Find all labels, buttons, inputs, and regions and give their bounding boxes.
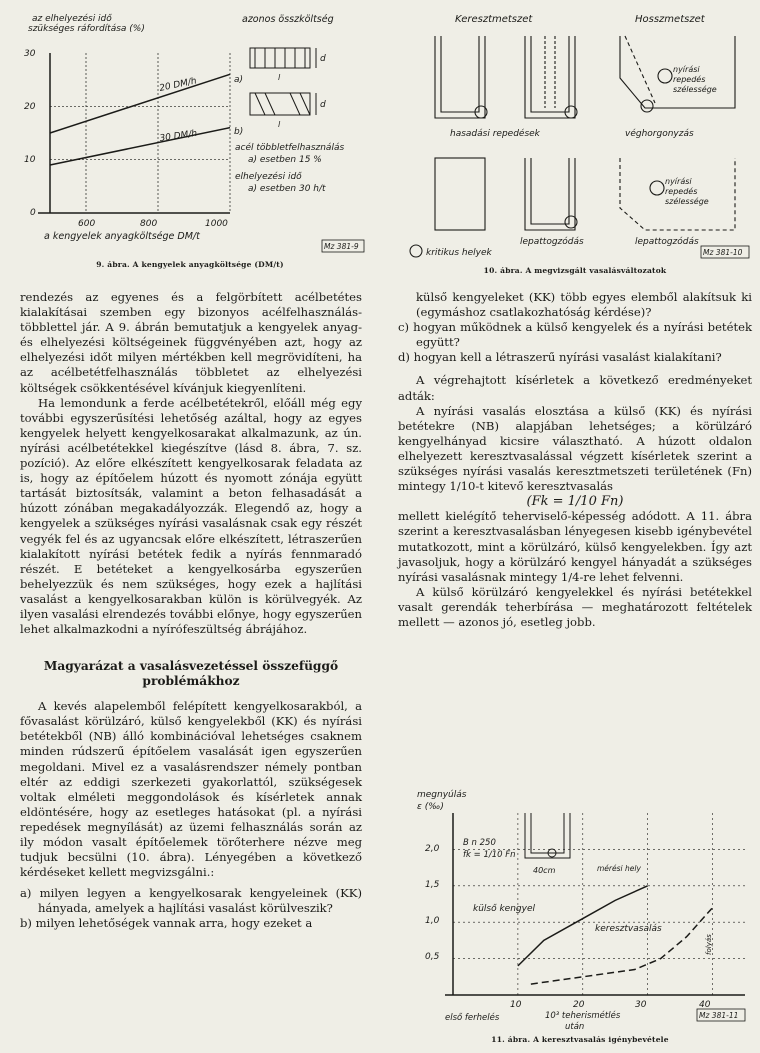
fig10-caption: 10. ábra. A megvizsgált vasalásváltozatok — [483, 266, 667, 275]
fig9-right-title: azonos összköltség — [242, 14, 334, 25]
fig11-kulso-kengyel: külső kengyel — [473, 904, 536, 914]
fig11-ref: Mz 381-11 — [699, 1011, 739, 1020]
fig10-nyirasi1-l2: repedés — [673, 75, 706, 84]
fig9-dim-l-b: l — [278, 120, 281, 129]
fig11-legend-l2: fk = 1/10 Fn — [463, 850, 516, 860]
fig10-nyirasi2-l1: nyírási — [665, 177, 692, 186]
fig11-ylabel-line2: ε (‰) — [417, 802, 444, 812]
right-column — [398, 290, 752, 630]
fig11-dim-40: 40cm — [533, 866, 556, 875]
left-paragraph-3: A kevés alapelemből felépített kengyelkosarakból, a fővasalást körülzáró, külső kengyelekből (KK) és nyírási betétekből (NB) álló kombinációval lehetséges csaknem minden rúdszerű építőelem vasalását igen egyszerűen megoldani. Mivel ez a vasalásrendszer némely pontban eltér az eddigi szerkezeti gyakorlattól, szükségesek voltak elméleti meggondolások és kísérletek annak eldöntésére, hogy az esetleges hatásokat (pl. a nyírási repedések megnyílását) az üzemi felhasználás során az ily módon vasalt építőelemek törőterhere nézve meg tudjuk becsülni (10. ábra). Lényegében a következő kérdéseket kellett megvizsgálni.: — [20, 699, 362, 880]
fig9-ytick-20: 20 — [24, 102, 36, 112]
fig9-ref: Mz 381-9 — [324, 242, 359, 251]
figure-10-svg — [395, 8, 755, 280]
fig10-label-vegehorgonyzas: véghorgonyzás — [625, 129, 694, 139]
fig11-caption: 11. ábra. A keresztvasalás igénybevétele — [491, 1035, 669, 1044]
fig9-mark-b: b) — [234, 127, 244, 137]
list-item-c: c) hogyan működnek a külső kengyelek és a nyírási betétek együtt? — [398, 320, 752, 350]
fig9-dim-d-b: d — [320, 100, 326, 110]
fig11-ytick-1.5: 1,5 — [425, 880, 440, 890]
fig10-nyirasi2-l3: szélessége — [665, 197, 709, 206]
fig11-series — [518, 886, 713, 984]
section-heading-line1: Magyarázat a vasalásvezetéssel összefüggő — [43, 659, 339, 674]
figure-10 — [395, 8, 755, 280]
fig10-nyirasi1-l3: szélessége — [673, 85, 717, 94]
fig10-label-hasadasi: hasadási repedések — [450, 129, 540, 139]
fig11-xtick-20: 20 — [573, 1000, 585, 1010]
fig9-ytick-0: 0 — [30, 208, 36, 218]
list-item-b: b) milyen lehetőségek vannak arra, hogy ezeket a — [20, 916, 313, 931]
fig10-nyirasi2-l2: repedés — [665, 187, 698, 196]
fig10-long-section-top — [620, 36, 735, 112]
fig9-xtick-1000: 1000 — [205, 219, 228, 229]
fig9-note2-line2: a) esetben 30 h/t — [248, 184, 326, 194]
fig10-cross-sections-bottom — [435, 158, 577, 230]
section-heading-line2: problémákhoz — [142, 674, 240, 689]
list-item-d: d) hogyan kell a létraszerű nyírási vasalást kialakítani? — [398, 350, 722, 365]
fig11-xtick-30: 30 — [635, 1000, 647, 1010]
fig10-label-kritikus: kritikus helyek — [426, 248, 492, 258]
fig10-title-left: Keresztmetszet — [455, 14, 533, 25]
fig10-label-lepattogzas2: lepattogzódás — [635, 237, 699, 247]
fig10-nyirasi1-l1: nyírási — [673, 65, 700, 74]
fig10-label-lepattogzas1: lepattogzódás — [520, 237, 584, 247]
fig9-ylabel-line1: az elhelyezési idő — [32, 14, 112, 24]
left-column — [20, 290, 362, 932]
fig9-line-a-label: 20 DM/h — [158, 76, 198, 94]
figure-11 — [405, 783, 755, 1051]
figure-11-svg — [405, 783, 755, 1033]
right-paragraph-3: A nyírási vasalás elosztása a külső (KK) és nyírási betétekre (NB) alapjában lehetséges; a körülzáró kengyelhányad kicsire választható. A húzott oldalon elhelyezett keresztvasalással végzett kísérletek szerint a szükséges nyírási vasalás keresztmetszeti területének (Fn) mintegy 1/10-t kitevő keresztvasalás — [398, 403, 752, 494]
fig11-keresztvasalas: keresztvasalás — [595, 924, 662, 934]
left-paragraph-1: rendezés az egyenes és a felgörbített acélbetétes kialakításai szemben egy bizonyos acélfelhasználás-többlettel jár. A 9. ábrán bemutatjuk a kengyelek anyag- és elhelyezési költségeinek függvényében azt, hogy az elhelyezési időt milyen mértékben kell megrövidíteni, ha az acélbetétfelhasználás többletet az elhelyezési költségek csökkentésével kívánjuk kiegyenlíteni. — [20, 290, 362, 395]
fig11-xtick-40: 40 — [699, 1000, 711, 1010]
fig9-note1-line1: acél többletfelhasználás — [235, 143, 345, 153]
right-paragraph-1: külső kengyeleket (KK) több egyes elemből alakítsuk ki (egymáshoz csatlakozhatóság kérdése)? — [416, 290, 752, 320]
fig11-ylabel-line1: megnyúlás — [417, 790, 467, 800]
right-paragraph-5: A külső körülzáró kengyelekkel és nyírási betétekkel vasalt gerendák teherbírása — meghatározott feltételek mellett — azonos jó, esetleg jobb. — [398, 584, 752, 629]
fig9-note1-line2: a) esetben 15 % — [248, 155, 322, 165]
fig9-xtick-600: 600 — [78, 219, 96, 229]
fig11-elso-ferheles: első ferhelés — [445, 1013, 500, 1023]
fig11-legend-l1: B n 250 — [463, 838, 496, 848]
fig9-caption: 9. ábra. A kengyelek anyagköltsége (DM/t) — [96, 260, 284, 269]
fig9-series — [50, 74, 230, 165]
fig11-ytick-0.5: 0,5 — [425, 952, 440, 962]
fig9-xtick-800: 800 — [140, 219, 158, 229]
list-item-a: a) milyen legyen a kengyelkosarak kengyeleinek (KK) hányada, amelyek a hajlítási vasalást körülveszik? — [20, 886, 362, 916]
fig9-line-b-label: 30 DM/h — [159, 128, 198, 144]
fig9-ytick-30: 30 — [24, 49, 36, 59]
fig9-beam-b-sketch — [250, 93, 316, 115]
right-paragraph-2: A végrehajtott kísérletek a következő eredményeket adták: — [398, 373, 752, 403]
fig10-cross-sections-top — [435, 36, 577, 118]
fig10-ref: Mz 381-10 — [703, 248, 743, 257]
fig10-kritikus-symbol — [410, 245, 422, 257]
fig11-folyas: folyás — [705, 934, 713, 955]
fig9-series-line-0 — [50, 74, 230, 133]
fig11-xlabel-line1: 10³ teherismétlés — [545, 1011, 621, 1021]
fig11-meresi-hely: mérési hely — [597, 864, 641, 873]
fig9-ytick-10: 10 — [24, 155, 36, 165]
formula: (Fk = 1/10 Fn) — [526, 494, 624, 510]
figure-9-svg — [10, 8, 370, 280]
fig11-xlabel-line2: után — [565, 1022, 585, 1032]
left-paragraph-2: Ha lemondunk a ferde acélbetétekről, előáll még egy további egyszerűsítési lehetőség azáltal, hogy az egyes kengyelek helyett kengyelkosarakat alkalmazunk, az ún. nyírási acélbetétekkel kiegészítve (lásd 8. ábra, 7. sz. pozíció). Az előre elkészített kengyelkosarak feladata az is, hogy az építőelem húzott és nyomott zónája együtt tartását biztosítsák, valamint a beton felhasadását a húzott zónában megakadályozzák. Elegendő az, hogy a kengyelek a szükséges nyírási vasalásnak csak egy részét vegyék fel és az ugyancsak előre elkészített, létraszerűen kialakított nyírási betétek fedik a nyírás fennmaradó részét. E betéteket a kengyelkosárba egyszerűen behelyezzük és nem szükséges, hogy ezek a hajlítási vasalást a kengyelkosarakban külön is körülvegyék. Az ilyen vasalási elrendezés további előnye, hogy egyszerűen lehet alkalmazkodni a nyírófeszültség ábrájához. — [20, 395, 362, 637]
right-paragraph-4: mellett kielégítő teherviselő-képesség adódott. A 11. ábra szerint a keresztvasalásban lényegesen kisebb igénybevétel mutatkozott, mint a körülzáró, külső kengyelekben. Így azt javasoljuk, hogy a körülzáró kengyel hányadát a szükséges nyírási vasalásnak mintegy 1/4-re lehet felvenni. — [398, 509, 752, 584]
fig10-title-right: Hosszmetszet — [635, 14, 705, 25]
fig11-xtick-10: 10 — [510, 1000, 522, 1010]
fig9-dim-d-a: d — [320, 54, 326, 64]
fig9-ylabel-line2: szükséges ráfordítása (%) — [28, 24, 145, 34]
figure-9 — [10, 8, 370, 280]
fig9-mark-a: a) — [234, 75, 244, 85]
fig11-ytick-2.0: 2,0 — [425, 844, 440, 854]
fig9-dim-l-a: l — [278, 73, 281, 82]
fig9-note2-line1: elhelyezési idő — [235, 172, 302, 182]
fig11-ytick-1.0: 1,0 — [425, 916, 440, 926]
fig11-beam-sketch — [525, 813, 570, 858]
fig9-xlabel: a kengyelek anyagköltsége DM/t — [44, 231, 200, 242]
fig11-series-line-1 — [531, 908, 713, 984]
fig9-beam-a-sketch — [250, 48, 316, 68]
